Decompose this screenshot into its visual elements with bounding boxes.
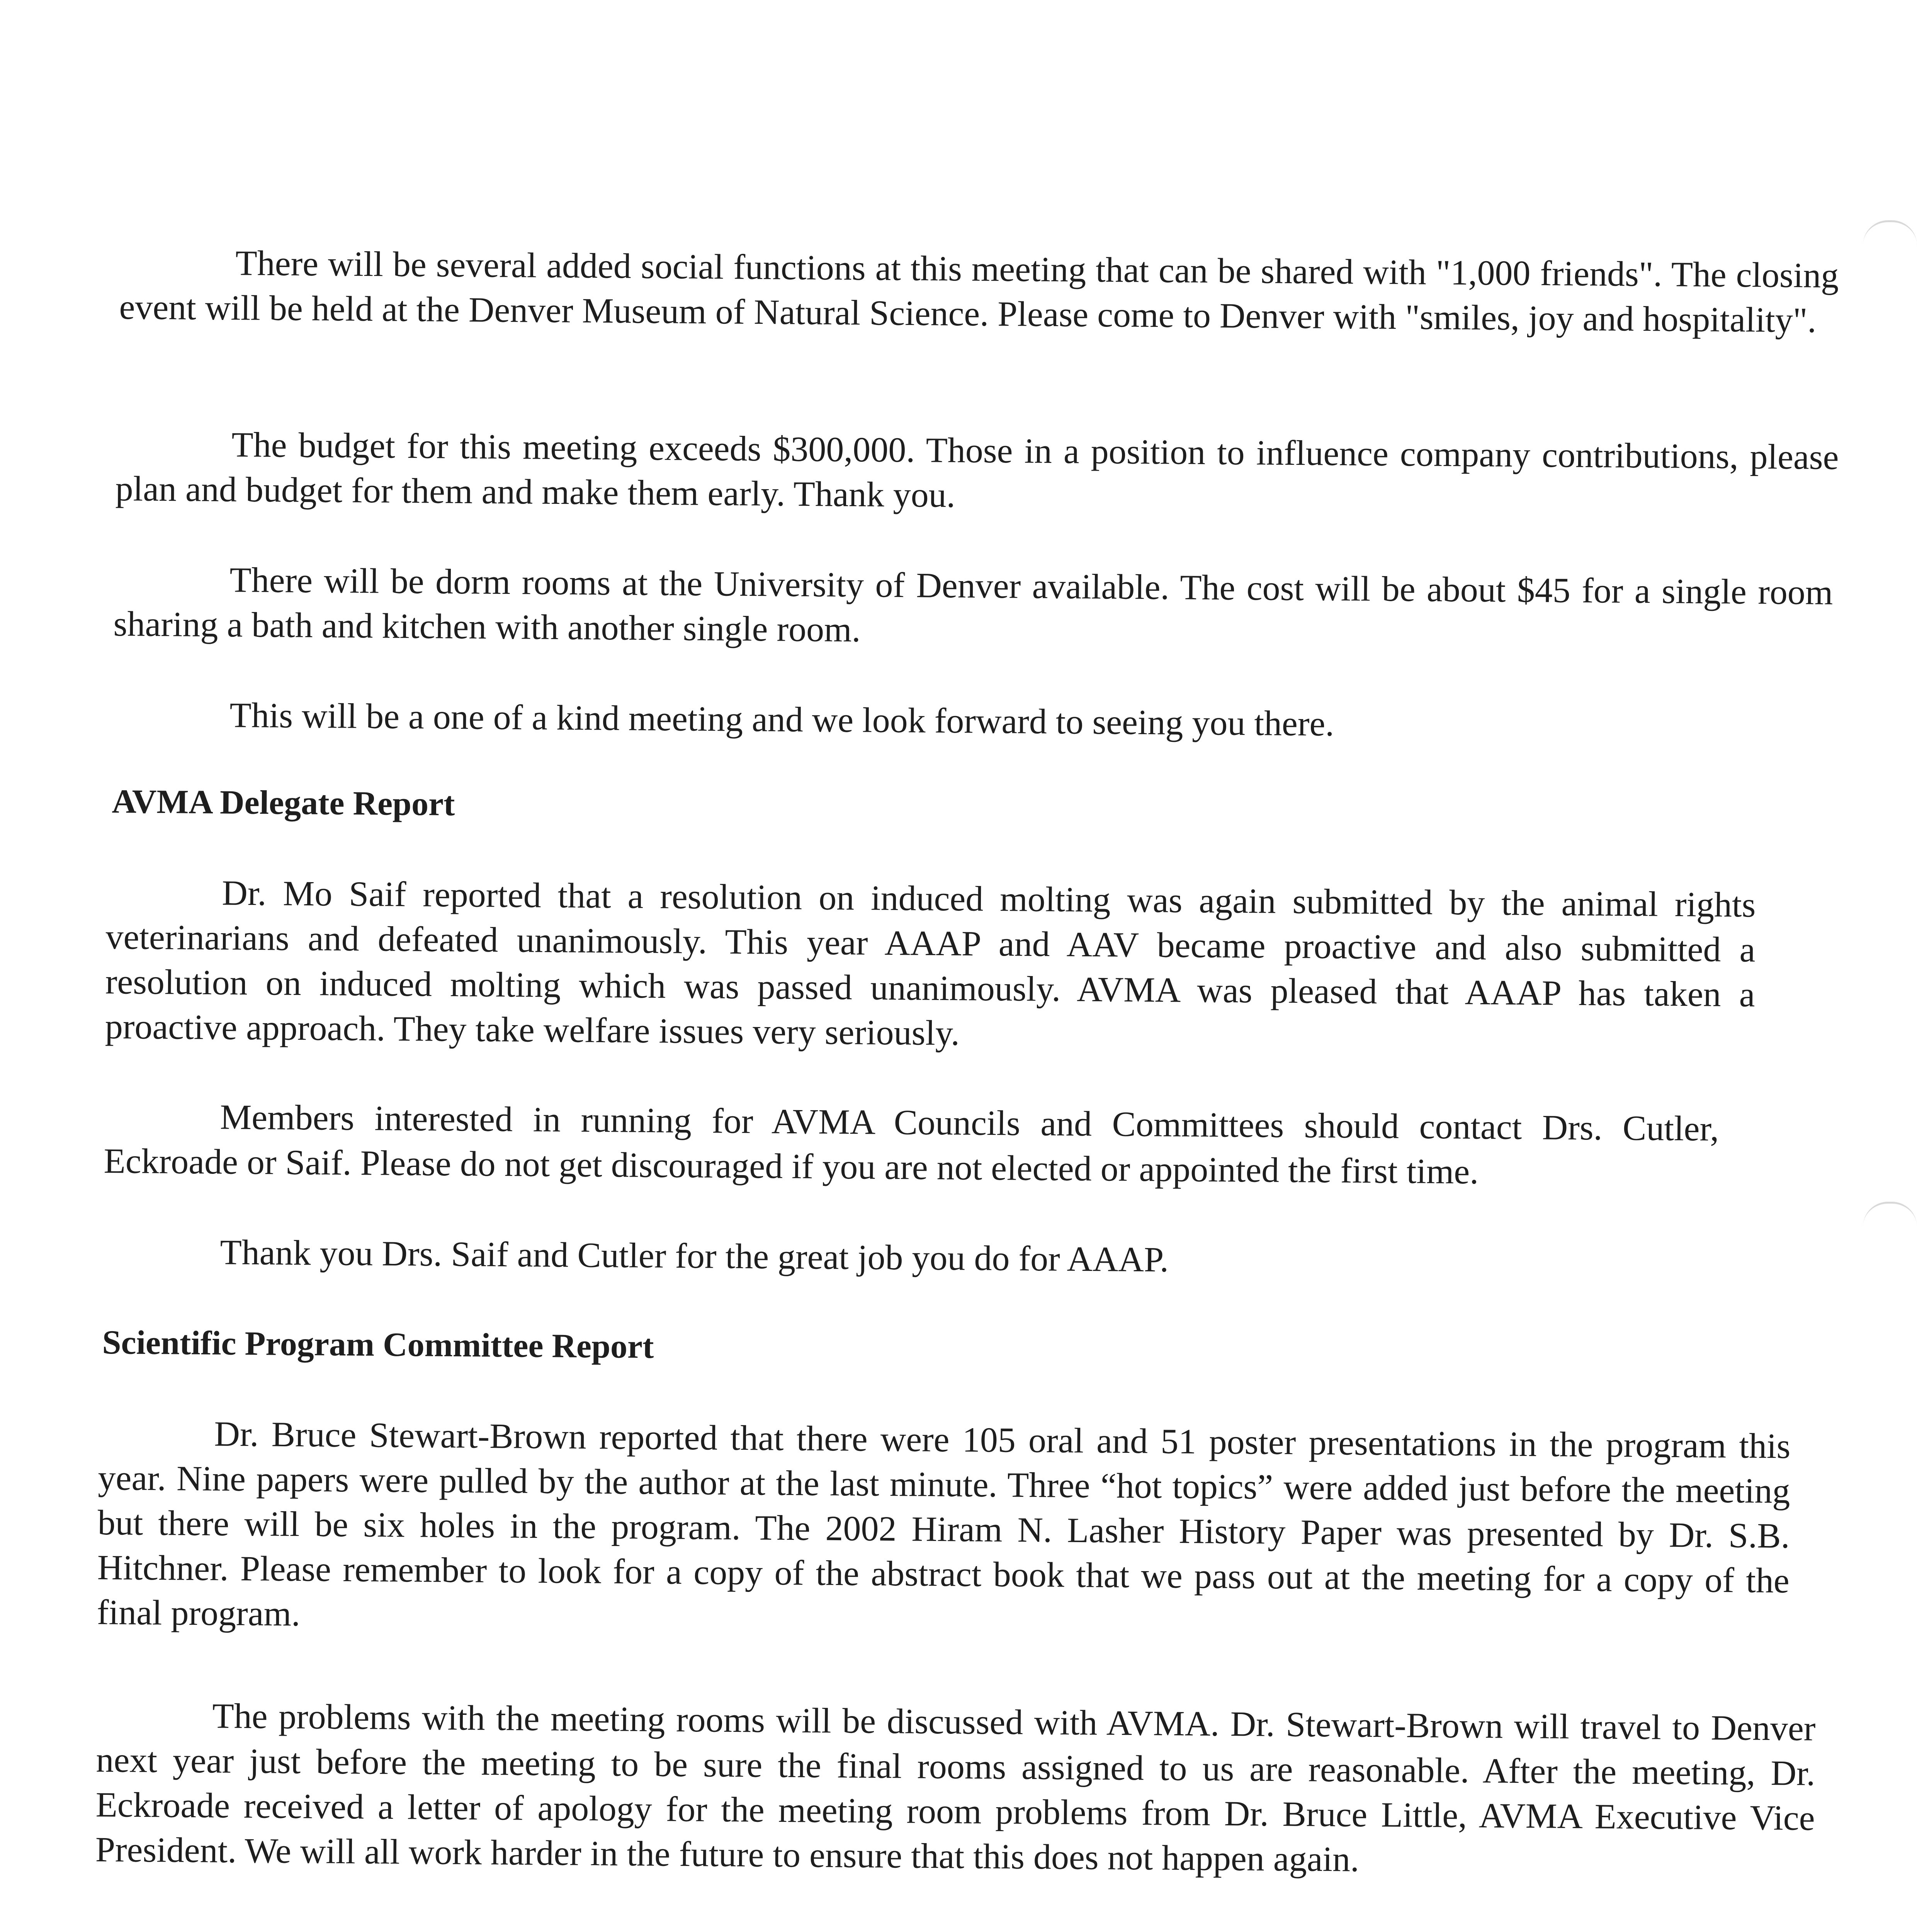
paragraph-dorm-rooms <box>113 556 1833 660</box>
heading-text: Scientific Program Committee Report <box>102 1323 654 1366</box>
indent <box>104 1263 220 1264</box>
section-heading-avma-delegate <box>112 781 455 826</box>
paragraph-text: Dr. Mo Saif reported that a resolution on induced molting was again submitted by the animal rights veterinarians and defeated unanimously. This year AAAP and AAV became proactive and also submitted a resolution on induced molting which was passed unanimously. AVMA was pleased that AAAP has taken a proactive approach. They take welfare issues very seriously. <box>105 873 1756 1053</box>
paragraph-text: There will be several added social functions at this meeting that can be shared with "1,000 friends". The closing event will be held at the Denver Museum of Natural Science. Please come to Denver with "smiles, joy and hospitality". <box>119 243 1839 340</box>
paragraph-scientific-presentations <box>97 1410 1790 1648</box>
paragraph-social-functions <box>119 240 1839 343</box>
indent <box>104 1128 220 1129</box>
indent <box>114 591 229 592</box>
paragraph-text: The budget for this meeting exceeds $300,000. Those in a position to influence company contributions, please plan and budget for them and make them early. Thank you. <box>115 425 1839 515</box>
paragraph-text: There will be dorm rooms at the University of Denver available. The cost will be about $45 for a single room sharing a bath and kitchen with another single room. <box>113 560 1833 650</box>
paragraph-text: Thank you Drs. Saif and Cutler for the great job you do for AAAP. <box>220 1232 1169 1279</box>
paragraph-closing <box>114 692 1833 750</box>
scan-edge-mark <box>1863 220 1917 245</box>
indent <box>114 726 229 727</box>
paragraph-text: Dr. Bruce Stewart-Brown reported that there were 105 oral and 51 poster presentations in the program this year. Nine papers were pulled by the author at the last minute. Three “hot topics” were added just before the meeting but there will be six holes in the program. The 2002 Hiram N. Lasher History Paper was presented by Dr. S.B. Hitchner. Please remember to look for a copy of the abstract book that we pass out at the meeting for a copy of the final program. <box>97 1414 1791 1634</box>
paragraph-budget <box>115 421 1839 524</box>
indent <box>119 274 235 275</box>
section-heading-scientific-program <box>102 1321 654 1368</box>
scan-edge-mark <box>1863 1202 1917 1227</box>
paragraph-text: Members interested in running for AVMA Councils and Committees should contact Drs. Cutler, Eckroade or Saif. Please do not get discouraged if you are not elected or appointed the first time. <box>104 1097 1719 1191</box>
heading-text: AVMA Delegate Report <box>112 782 455 823</box>
paragraph-avma-councils <box>104 1094 1719 1196</box>
paragraph-avma-thanks <box>104 1229 1766 1287</box>
paragraph-avma-resolution <box>105 869 1756 1062</box>
indent <box>96 1727 212 1728</box>
paragraph-meeting-rooms <box>95 1692 1816 1885</box>
indent <box>98 1445 214 1446</box>
paragraph-text: This will be a one of a kind meeting and we look forward to seeing you there. <box>229 695 1334 743</box>
paragraph-text: The problems with the meeting rooms will be discussed with AVMA. Dr. Stewart-Brown will travel to Denver next year just before the meeting to be sure the final rooms assigned to us are reasonable. After the meeting, Dr. Eckroade received a letter of apology for the meeting room problems from Dr. Bruce Little, AVMA Executive Vice President. We will all work harder in the future to ensure that this does not happen again. <box>95 1696 1816 1879</box>
indent <box>106 904 222 905</box>
